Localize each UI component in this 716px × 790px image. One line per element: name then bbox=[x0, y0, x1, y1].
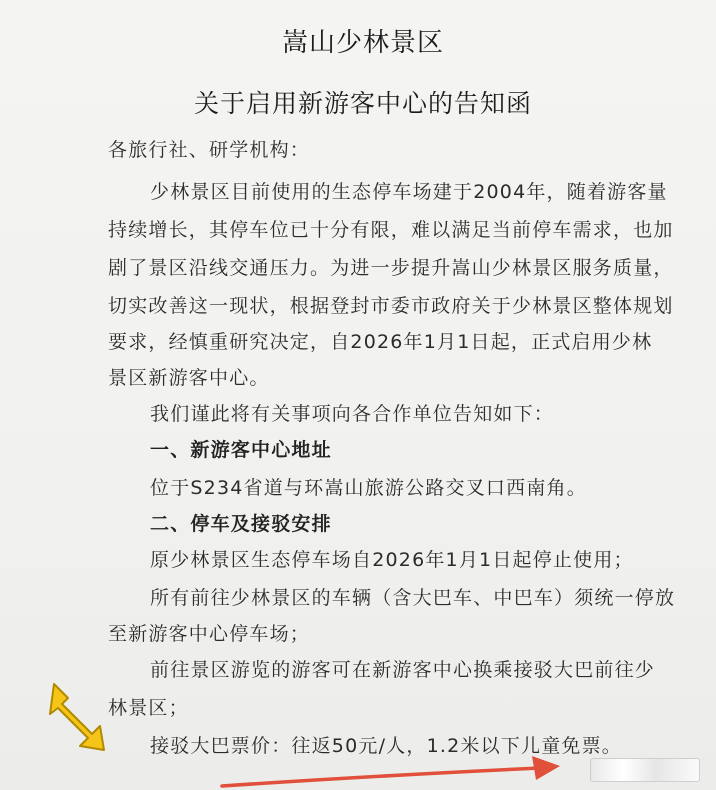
address-text: 位于S234省道与环嵩山旅游公路交叉口西南角。 bbox=[150, 477, 587, 499]
yellow-arrow-icon bbox=[40, 676, 120, 756]
parking-line: 前往景区游览的游客可在新游客中心换乘接驳大巴前往少 bbox=[150, 659, 656, 681]
paragraph-line: 剧了景区沿线交通压力。为进一步提升嵩山少林景区服务质量， bbox=[108, 257, 674, 279]
paragraph-line: 景区新游客中心。 bbox=[108, 367, 270, 389]
document-subtitle: 关于启用新游客中心的告知函 bbox=[193, 89, 532, 118]
parking-line: 至新游客中心停车场； bbox=[108, 623, 311, 645]
section-heading-address: 一、新游客中心地址 bbox=[150, 439, 332, 461]
paragraph-line: 切实改善这一现状，根据登封市委市政府关于少林景区整体规划 bbox=[108, 295, 674, 317]
paragraph-line: 要求，经慎重研究决定，自2026年1月1日起，正式启用少林 bbox=[108, 331, 653, 353]
intro-text: 我们谨此将有关事项向各合作单位告知如下： bbox=[150, 403, 555, 425]
salutation: 各旅行社、研学机构： bbox=[108, 139, 311, 161]
document-title: 嵩山少林景区 bbox=[281, 28, 444, 58]
paragraph-line: 少林景区目前使用的生态停车场建于2004年，随着游客量 bbox=[150, 181, 668, 203]
parking-line: 林景区； bbox=[108, 697, 189, 719]
parking-line: 原少林景区生态停车场自2026年1月1日起停止使用； bbox=[150, 549, 634, 571]
section-heading-parking: 二、停车及接驳安排 bbox=[150, 513, 332, 535]
parking-line: 接驳大巴票价：往返50元/人，1.2米以下儿童免票。 bbox=[150, 735, 622, 757]
red-arrow-icon bbox=[220, 746, 580, 790]
watermark bbox=[590, 758, 700, 782]
parking-line: 所有前往少林景区的车辆（含大巴车、中巴车）须统一停放 bbox=[150, 587, 676, 609]
paragraph-line: 持续增长，其停车位已十分有限，难以满足当前停车需求，也加 bbox=[108, 219, 674, 241]
